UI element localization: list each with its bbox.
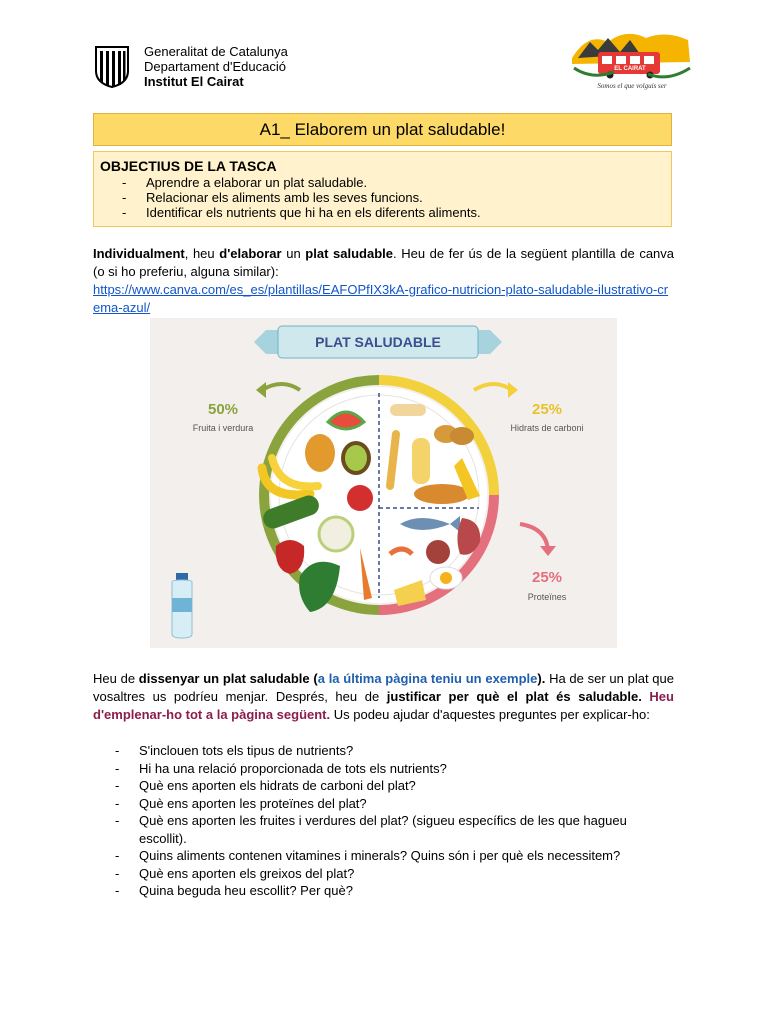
design-example-note: a la última pàgina teniu un exemple bbox=[317, 671, 538, 686]
header-line-department: Departament d'Educació bbox=[144, 59, 286, 74]
school-logo-motto: Somos el que volguis ser bbox=[597, 82, 667, 90]
carbs-label: Hidrats de carboni bbox=[510, 423, 584, 433]
objective-item: - Relacionar els aliments amb les seves funcions. bbox=[100, 190, 671, 205]
question-item: - Quins aliments contenen vitamines i minerals? Quins són i per què els necessitem? bbox=[93, 847, 674, 865]
intro-text: . Heu de fer ús de la següent plantilla de canva (o si ho preferiu, alguna similar): bbox=[93, 246, 675, 279]
plate-illustration bbox=[150, 318, 617, 648]
objectives-heading: OBJECTIUS DE LA TASCA bbox=[100, 158, 277, 174]
question-item: - Què ens aporten els hidrats de carboni del plat? bbox=[93, 777, 674, 795]
generalitat-logo-icon bbox=[94, 45, 130, 89]
school-logo-name: EL CAIRAT bbox=[614, 66, 646, 72]
header-line-generalitat: Generalitat de Catalunya bbox=[144, 44, 288, 59]
design-text: Heu de bbox=[93, 671, 139, 686]
intro-text: un bbox=[281, 246, 306, 261]
design-text: ). bbox=[537, 671, 546, 686]
question-item: - Hi ha una relació proporcionada de tots els nutrients? bbox=[93, 760, 674, 778]
design-fill-next-page: Heu d'emplenar-ho tot a la pàgina següent. bbox=[93, 689, 674, 722]
fruit-label: Fruita i verdura bbox=[192, 423, 254, 433]
question-item: - Quina beguda heu escollit? Per què? bbox=[93, 882, 674, 900]
protein-percentage: 25% bbox=[531, 569, 563, 586]
intro-text: , heu bbox=[184, 246, 220, 261]
question-item: - Què ens aporten les fruites i verdures del plat? (sigueu específics de les que hagueu escollit). bbox=[93, 812, 674, 847]
task-title: A1_ Elaborem un plat saludable! bbox=[93, 113, 672, 146]
objectives-box bbox=[93, 151, 672, 227]
carbs-arrow-icon bbox=[474, 384, 512, 390]
design-text: ( bbox=[309, 671, 318, 686]
design-bold-plate: dissenyar un plat saludable bbox=[138, 671, 310, 686]
objective-item: - Aprendre a elaborar un plat saludable. bbox=[100, 175, 671, 190]
intro-bold-individually: Individualment bbox=[93, 246, 185, 261]
guiding-questions-list bbox=[93, 742, 674, 900]
plate-title: PLAT SALUDABLE bbox=[315, 334, 441, 350]
objective-item: - Identificar els nutrients que hi ha en els diferents aliments. bbox=[100, 205, 671, 220]
intro-bold-elaborate: d'elaborar bbox=[219, 246, 282, 261]
protein-label: Proteïnes bbox=[527, 592, 567, 602]
water-bottle-icon bbox=[172, 573, 192, 638]
canva-template-link[interactable]: https://www.canva.com/es_es/plantillas/EAFOPfIX3kA-grafico-nutricion-plato-saludable-ilustrativo-crema-azul/ bbox=[93, 282, 669, 315]
question-item: - Què ens aporten les proteïnes del plat? bbox=[93, 795, 674, 813]
objectives-list bbox=[100, 175, 671, 220]
intro-paragraph bbox=[93, 245, 674, 317]
header-line-school: Institut El Cairat bbox=[144, 74, 244, 89]
intro-bold-plate: plat saludable bbox=[305, 246, 393, 261]
design-paragraph bbox=[93, 670, 674, 724]
page-header bbox=[94, 44, 288, 89]
fruit-percentage: 50% bbox=[207, 401, 239, 418]
healthy-plate-infographic bbox=[150, 318, 617, 648]
question-item: - Què ens aporten els greixos del plat? bbox=[93, 865, 674, 883]
header-text bbox=[144, 44, 288, 89]
school-logo-icon bbox=[568, 28, 694, 96]
fruit-arrow-icon bbox=[262, 384, 300, 390]
design-text: Us podeu ajudar d'aquestes preguntes per explicar-ho: bbox=[330, 707, 650, 722]
carbs-percentage: 25% bbox=[531, 401, 563, 418]
design-bold-justify: justificar per què el plat és saludable. bbox=[386, 689, 642, 704]
design-text: Ha de ser un plat que vosaltres us podríeu menjar. Després, heu de bbox=[93, 671, 674, 704]
question-item: - S'inclouen tots els tipus de nutrients? bbox=[93, 742, 674, 760]
